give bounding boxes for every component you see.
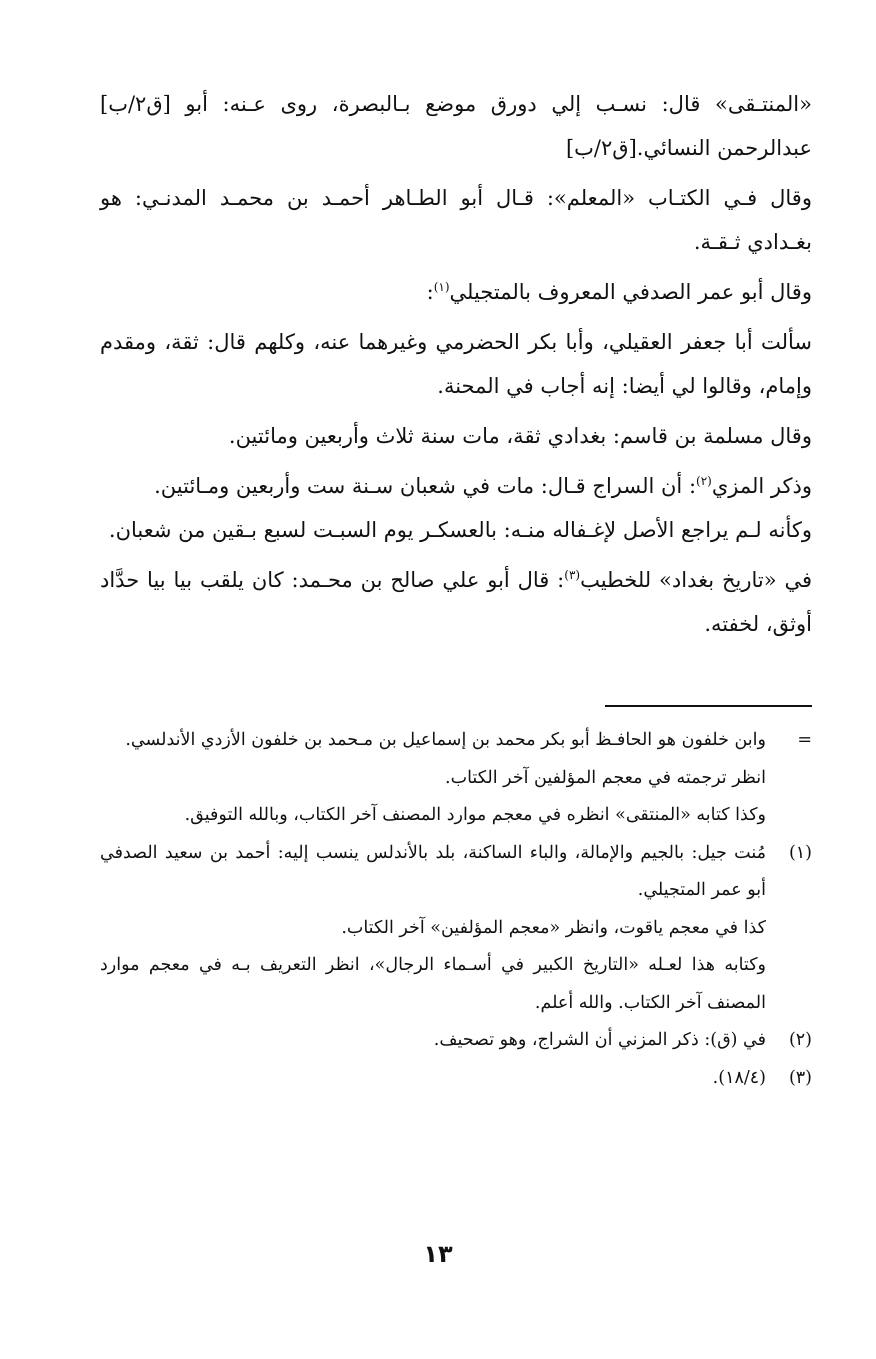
footnote-2-body	[100, 1022, 766, 1060]
paragraph-2: وقال فـي الكتـاب «المعلم»: قـال أبو الطـاهر أحمـد بن محمـد المدنـي: هو بغـدادي ثـقـة.	[100, 186, 812, 254]
page-number: ١٣	[423, 1240, 453, 1268]
paragraph-8-start: في «تاريخ بغداد» للخطيب	[580, 568, 812, 592]
paragraph-6-start: وذكر المزي	[711, 474, 812, 498]
paragraph-8-end: : قال أبو علي صالح بن محـمد: كان يلقب بيا بيا حدَّاد أوثق، لخفته.	[100, 568, 812, 636]
paragraph-3	[100, 270, 812, 314]
footnote-3-marker: (٣)	[788, 1067, 812, 1088]
footnote-ref-1: (١)	[433, 280, 450, 294]
footnote-ref-2: (٢)	[696, 474, 712, 488]
footnote-2-marker: (٢)	[788, 1030, 812, 1050]
footnote-line: وكذا كتابه «المنتقى» انظره في معجم موارد المصنف آخر الكتاب، وبالله التوفيق.	[184, 805, 766, 825]
footnote-line: في (ق): ذكر المزني أن الشراج، وهو تصحيف.	[433, 1030, 766, 1050]
paragraph-6	[100, 464, 812, 508]
paragraph-4: سألت أبا جعفر العقيلي، وأبا بكر الحضرمي وغيرهما عنه، وكلهم قال: ثقة، ومقدم وإمام، وقالوا لي أيضا: إنه أجاب في المحنة.	[100, 330, 812, 398]
footnote-line: وكتابه هذا لعـله «التاريخ الكبير في أسـماء الرجال»، انظر التعريف بـه في معجم موارد المصنف آخر الكتاب. والله أعلم.	[100, 955, 766, 1013]
paragraph-1: «المنتـقى» قال: نسـب إلي دورق موضع بـالبصرة، روى عـنه: أبو [ق٢/ب] عبدالرحمن النسائي.[ق٢/ب]	[100, 92, 812, 160]
paragraph-3-colon: :	[426, 280, 434, 304]
footnote-separator	[605, 705, 812, 707]
footnote-3	[100, 1060, 812, 1098]
paragraph-6-end: : أن السراج قـال: مات في شعبان سـنة ست وأربعين ومـائتين.	[154, 474, 697, 498]
footnote-1-marker: (١)	[788, 842, 812, 863]
paragraph-7: وكأنه لـم يراجع الأصل لإغـفاله منـه: بالعسكـر يوم السبـت لسبع بـقين من شعبان.	[108, 518, 812, 542]
main-text	[100, 82, 812, 652]
footnote-continuation	[100, 722, 812, 835]
footnote-2	[100, 1022, 812, 1060]
footnote-continuation-body	[100, 722, 766, 835]
footnote-line: وابن خلفون هو الحافـظ أبو بكر محمد بن إسماعيل بن مـحمد بن خلفون الأزدي الأندلسي.	[125, 730, 766, 750]
paragraph-3-text: وقال أبو عمر الصدفي المعروف بالمتجيلي	[449, 280, 812, 304]
footnotes	[100, 722, 812, 1097]
paragraph-5: وقال مسلمة بن قاسم: بغدادي ثقة، مات سنة ثلاث وأربعين ومائتين.	[228, 424, 812, 448]
footnote-line: (١٨/٤).	[712, 1067, 766, 1088]
footnote-line: كذا في معجم ياقوت، وانظر «معجم المؤلفين» آخر الكتاب.	[341, 917, 766, 938]
paragraph-8	[100, 558, 812, 646]
footnote-3-body	[100, 1060, 766, 1098]
footnote-1-body	[100, 835, 766, 1023]
footnote-1	[100, 835, 812, 1023]
footnote-ref-3: (٣)	[564, 568, 581, 582]
footnote-line: انظر ترجمته في معجم المؤلفين آخر الكتاب.	[445, 767, 766, 788]
continuation-marker: =	[797, 730, 812, 750]
footnote-line: مُنت جيل: بالجيم والإمالة، والباء الساكنة، بلد بالأندلس ينسب إليه: أحمد بن سعيد الصدفي أبو عمر المتجيلي.	[100, 842, 766, 900]
